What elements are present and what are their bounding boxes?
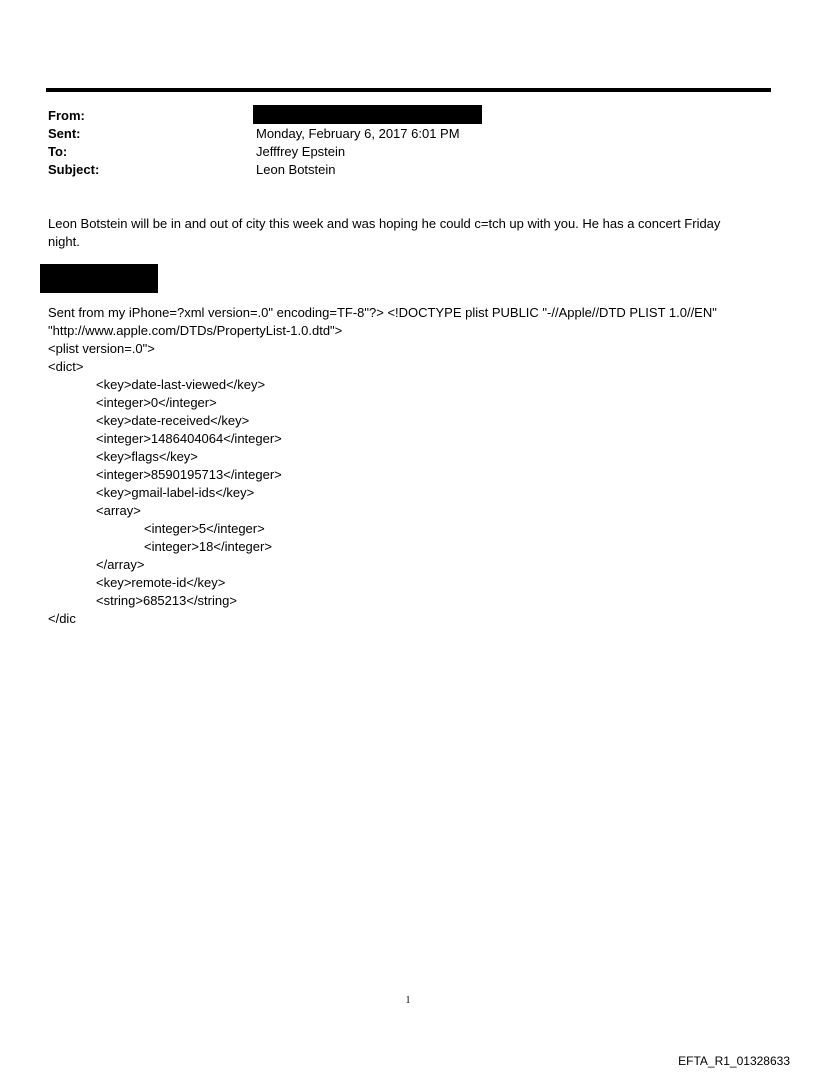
email-body bbox=[48, 215, 768, 251]
plist-block bbox=[48, 304, 778, 628]
sent-value: Monday, February 6, 2017 6:01 PM bbox=[256, 126, 460, 141]
header-rule bbox=[46, 88, 771, 92]
plist-line: <integer>1486404064</integer> bbox=[96, 431, 282, 446]
plist-line: <integer>8590195713</integer> bbox=[96, 467, 282, 482]
body-line-2: night. bbox=[48, 234, 80, 249]
from-label: From: bbox=[48, 108, 85, 123]
page-number: 1 bbox=[405, 995, 411, 1006]
plist-line: <key>date-received</key> bbox=[96, 413, 250, 428]
plist-line: </dic bbox=[48, 611, 76, 626]
sent-label: Sent: bbox=[48, 126, 81, 141]
plist-line: <integer>0</integer> bbox=[96, 395, 217, 410]
plist-line: "http://www.apple.com/DTDs/PropertyList-1.0.dtd"> bbox=[48, 323, 343, 338]
plist-line: <string>685213</string> bbox=[96, 593, 237, 608]
to-value: Jefffrey Epstein bbox=[256, 144, 346, 159]
plist-line: <integer>5</integer> bbox=[144, 521, 265, 536]
plist-line: <key>date-last-viewed</key> bbox=[96, 377, 266, 392]
plist-line: <dict> bbox=[48, 359, 84, 374]
to-label: To: bbox=[48, 144, 68, 159]
redaction-signature bbox=[40, 264, 158, 293]
body-line-1: Leon Botstein will be in and out of city this week and was hoping he could c=tch up with you. He has a concert Friday bbox=[48, 216, 721, 231]
plist-line: <key>flags</key> bbox=[96, 449, 198, 464]
plist-line: <integer>18</integer> bbox=[144, 539, 272, 554]
document-id: EFTA_R1_01328633 bbox=[678, 1054, 790, 1068]
plist-line: <key>remote-id</key> bbox=[96, 575, 226, 590]
plist-line: <plist version=.0"> bbox=[48, 341, 155, 356]
plist-line: Sent from my iPhone=?xml version=.0" encoding=TF-8"?> <!DOCTYPE plist PUBLIC "-//Apple//DTD PLIST 1.0//EN" bbox=[48, 305, 717, 320]
subject-label: Subject: bbox=[48, 162, 100, 177]
plist-line: <array> bbox=[96, 503, 141, 518]
redaction-from bbox=[253, 105, 482, 124]
plist-line: <key>gmail-label-ids</key> bbox=[96, 485, 255, 500]
subject-value: Leon Botstein bbox=[256, 162, 336, 177]
plist-line: </array> bbox=[96, 557, 145, 572]
